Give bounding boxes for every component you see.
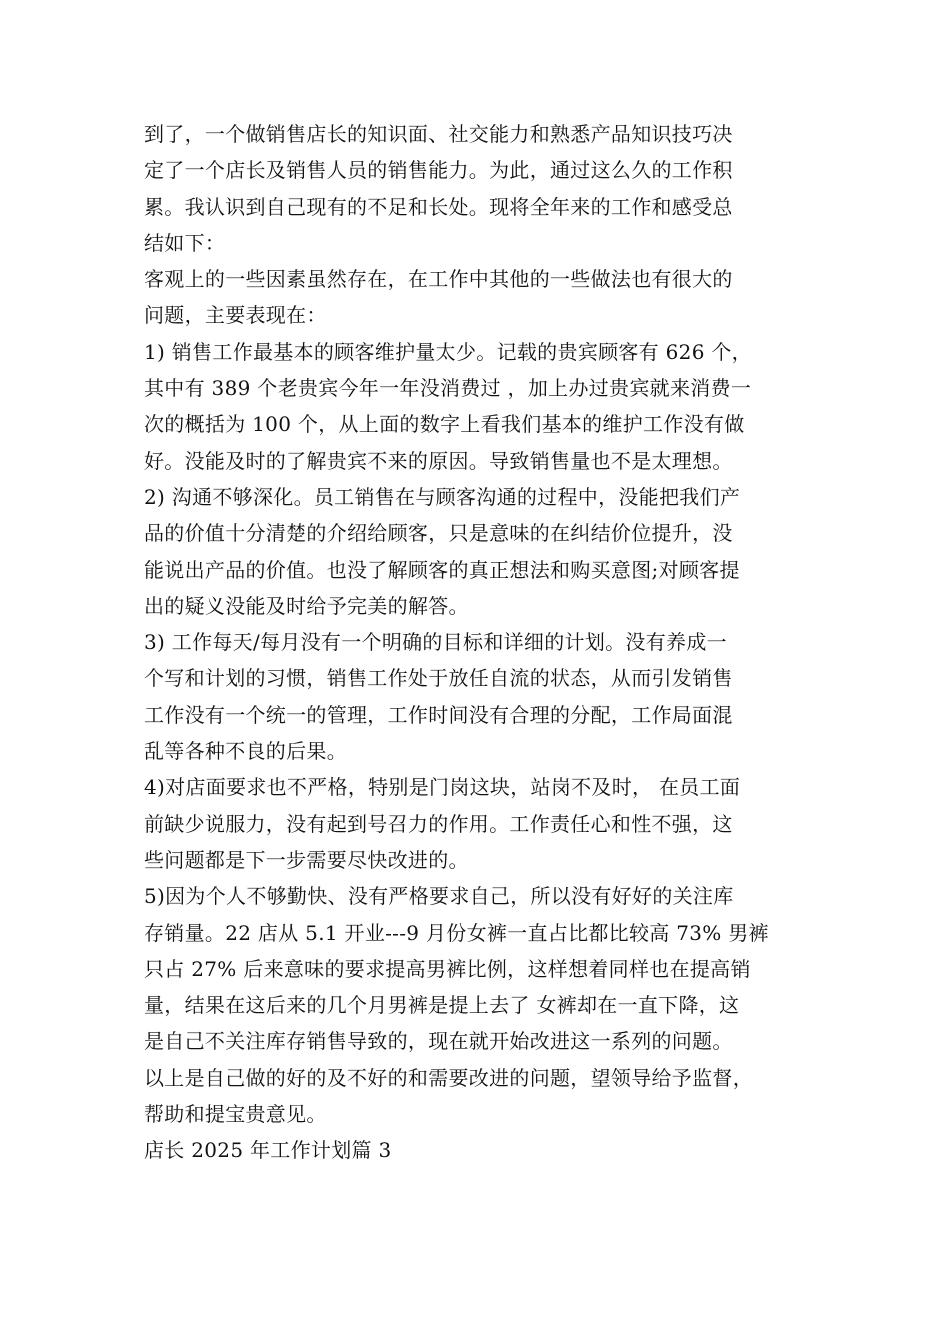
text-line: 乱等各种不良的后果。 [144, 739, 347, 764]
text-line: 次的概括为 100 个，从上面的数字上看我们基本的维护工作没有做 [144, 412, 745, 437]
text-line: 4)对店面要求也不严格，特别是门岗这块，站岗不及时， 在员工面 [144, 775, 741, 800]
text-line: 前缺少说服力，没有起到号召力的作用。工作责任心和性不强，这 [144, 811, 733, 836]
text-line: 出的疑义没能及时给予完美的解答。 [144, 593, 469, 618]
text-line: 问题，主要表现在： [144, 303, 327, 328]
text-line: 客观上的一些因素虽然存在，在工作中其他的一些做法也有很大的 [144, 267, 733, 292]
text-line: 只占 27% 后来意味的要求提高男裤比例，这样想着同样也在提高销 [144, 956, 751, 981]
text-line: 到了，一个做销售店长的知识面、社交能力和熟悉产品知识技巧决 [144, 122, 733, 146]
text-line: 工作没有一个统一的管理，工作时间没有合理的分配，工作局面混 [144, 702, 733, 727]
text-line: 品的价值十分清楚的介绍给顾客，只是意味的在纠结价位提升，没 [144, 521, 733, 546]
text-line: 以上是自己做的好的及不好的和需要改进的问题，望领导给予监督， [144, 1065, 753, 1090]
text-line: 3) 工作每天/每月没有一个明确的目标和详细的计划。没有养成一 [144, 630, 727, 655]
text-line: 好。没能及时的了解贵宾不来的原因。导致销售量也不是太理想。 [144, 448, 733, 473]
text-line: 店长 2025 年工作计划篇 3 [144, 1138, 392, 1163]
text-line: 帮助和提宝贵意见。 [144, 1102, 327, 1127]
text-line: 能说出产品的价值。也没了解顾客的真正想法和购买意图;对顾客提 [144, 557, 740, 582]
text-line: 1) 销售工作最基本的顾客维护量太少。记载的贵宾顾客有 626 个， [144, 339, 752, 364]
text-line: 5)因为个人不够勤快、没有严格要求自己，所以没有好好的关注库 [144, 884, 734, 909]
text-line: 量，结果在这后来的几个月男裤是提上去了 女裤却在一直下降，这 [144, 993, 740, 1018]
text-line: 定了一个店长及销售人员的销售能力。为此，通过这么久的工作积 [144, 158, 733, 183]
text-line: 存销量。22 店从 5.1 开业---9 月份女裤一直占比都比较高 73% 男裤 [144, 920, 769, 945]
text-line: 个写和计划的习惯，销售工作处于放任自流的状态，从而引发销售 [144, 666, 733, 691]
document-body [144, 116, 824, 1169]
text-line: 些问题都是下一步需要尽快改进的。 [144, 847, 469, 872]
text-line: 其中有 389 个老贵宾今年一年没消费过 ，加上办过贵宾就来消费一 [144, 376, 752, 401]
text-line: 2) 沟通不够深化。员工销售在与顾客沟通的过程中，没能把我们产 [144, 484, 741, 509]
text-line: 结如下： [144, 230, 226, 255]
text-line: 累。我认识到自己现有的不足和长处。现将全年来的工作和感受总 [144, 194, 733, 219]
text-line: 是自己不关注库存销售导致的，现在就开始改进这一系列的问题。 [144, 1029, 733, 1054]
